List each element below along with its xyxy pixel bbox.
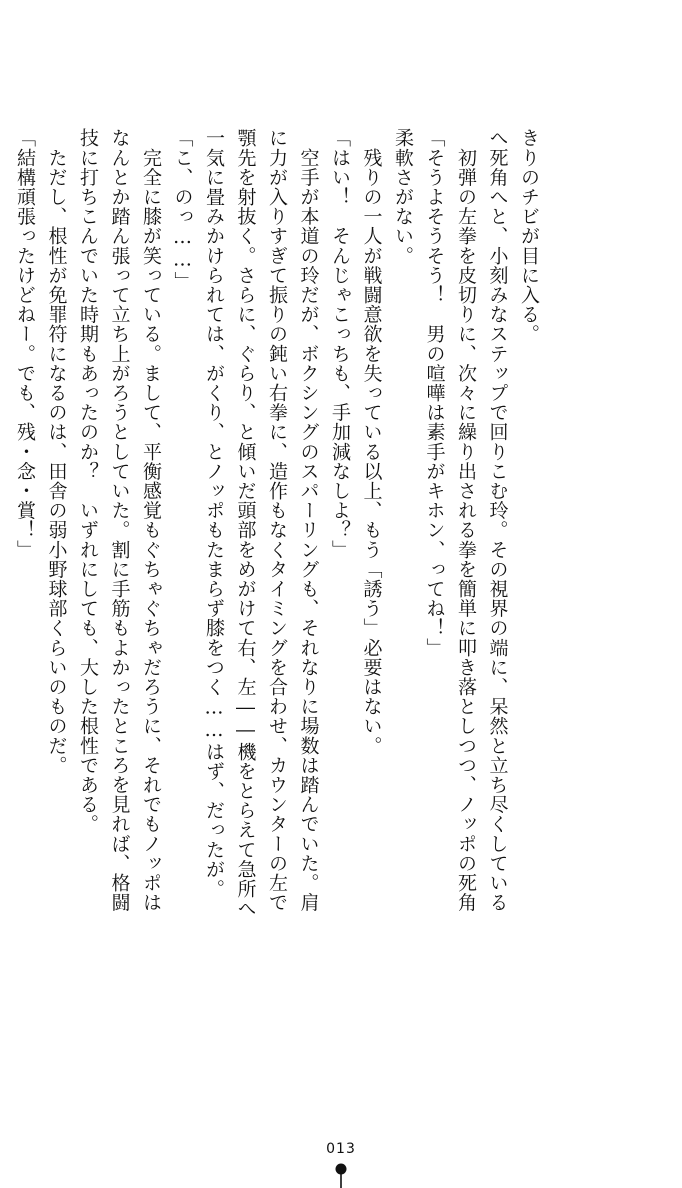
text-line-14: なんとか踏ん張って立ち上がろうとしていた。割に手筋もよかったところを見れば、格闘 bbox=[108, 128, 131, 912]
text-line-8: 空手が本道の玲だが、ボクシングのスパーリングも、それなりに場数は踏んでいた。肩 bbox=[297, 128, 320, 912]
text-line-7: 「はい！ そんじゃこっちも、手加減なしよ？」 bbox=[329, 128, 351, 560]
text-line-2: へ死角へと、小刻みなステップで回りこむ玲。その視界の端に、呆然と立ち尽くしている bbox=[486, 128, 509, 912]
text-line-1: きりのチビが目に入る。 bbox=[518, 128, 540, 344]
text-line-10: 顎先を射抜く。さらに、ぐらり、と傾いだ頭部をめがけて右、左――機をとらえて急所へ bbox=[234, 128, 257, 918]
text-line-3: 初弾の左拳を皮切りに、次々に繰り出される拳を簡単に叩き落としつつ、ノッポの死角 bbox=[455, 128, 477, 912]
text-line-13: 完全に膝が笑っている。まして、平衡感覚もぐちゃぐちゃだろうに、それでもノッポは bbox=[140, 128, 162, 912]
text-line-15: 技に打ちこんでいた時期もあったのか？ いずれにしても、大した根性である。 bbox=[77, 128, 99, 834]
text-line-12: 「こ、のっ……」 bbox=[171, 128, 194, 291]
text-line-17: 「結構頑張ったけどねー。でも、残・念・賞！」 bbox=[14, 128, 36, 560]
text-line-9: に力が入りすぎて振りの鈍い右拳に、造作もなくタイミングを合わせ、カウンターの左で bbox=[266, 128, 288, 912]
page-number: 013 bbox=[326, 1141, 356, 1157]
vertical-text-body bbox=[9, 128, 545, 1008]
text-line-5: 柔軟さがない。 bbox=[392, 128, 414, 266]
page-marker-icon bbox=[334, 1162, 348, 1188]
text-line-6: 残りの一人が戦闘意欲を失っている以上、もう「誘う」必要はない。 bbox=[360, 128, 383, 756]
text-line-16: ただし、根性が免罪符になるのは、田舎の弱小野球部くらいのものだ。 bbox=[45, 128, 68, 775]
text-line-4: 「そうよそうそう！ 男の喧嘩は素手がキホン、ってね！」 bbox=[423, 128, 446, 658]
text-line-11: 一気に畳みかけられては、がくり、とノッポもたまらず膝をつく……はず、だったが。 bbox=[203, 128, 225, 899]
